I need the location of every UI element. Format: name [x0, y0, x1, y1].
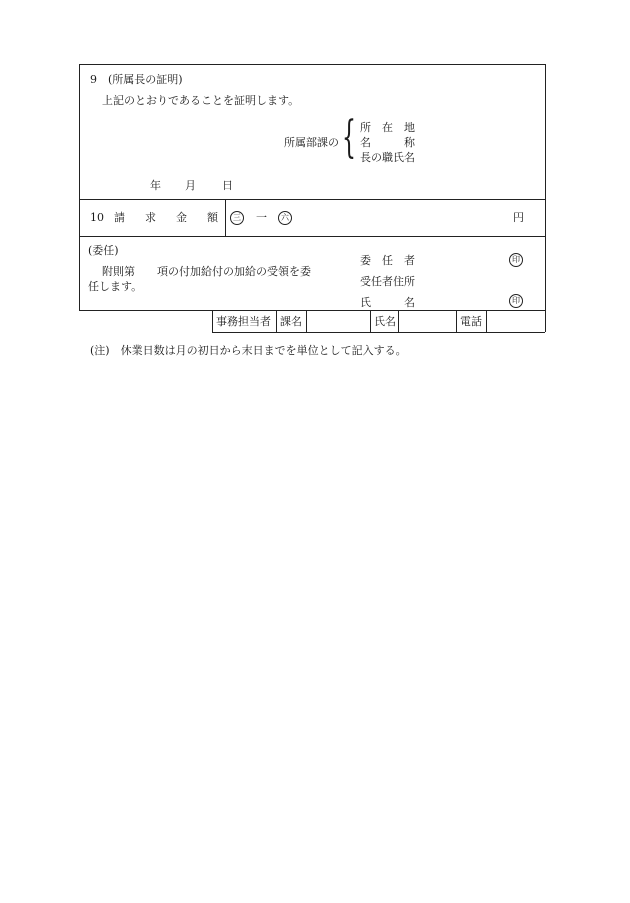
seal-mark-delegator: 印 — [509, 253, 523, 267]
address-label: 所 在 地 — [360, 121, 415, 134]
section9-title: 9 (所属長の証明) — [90, 73, 183, 86]
delegate-address-label: 受任者住所 — [360, 275, 415, 288]
date-year: 年 — [150, 179, 161, 192]
divider-section9 — [79, 199, 545, 200]
table-top-border — [79, 64, 545, 65]
claim-char-4: 額 — [207, 211, 218, 224]
name-label: 名 称 — [360, 136, 415, 149]
staff-section-label: 課名 — [280, 315, 302, 328]
staff-person-label: 事務担当者 — [216, 315, 271, 328]
section9-statement: 上記のとおりであることを証明します。 — [102, 94, 300, 107]
date-month: 月 — [185, 179, 196, 192]
delegation-text-line1: 附則第 項の付加給付の加給の受領を委 — [102, 265, 311, 278]
delegator-label: 委 任 者 — [360, 254, 415, 267]
claim-char-3: 金 — [176, 211, 187, 224]
dept-label: 所属部課の — [284, 136, 339, 149]
footnote: (注) 休業日数は月の初日から末日までを単位として記入する。 — [90, 344, 407, 357]
circled-mark-six: 六 — [278, 211, 292, 225]
claim-number: 10 — [90, 211, 104, 224]
divider-section10 — [79, 236, 545, 237]
staff-row-bottom-border — [212, 332, 545, 333]
table-left-border — [79, 64, 80, 311]
claim-dash: 一 — [256, 211, 267, 224]
staff-cell-border-5 — [398, 310, 399, 332]
delegation-title: (委任) — [88, 244, 119, 257]
claim-char-2: 求 — [145, 211, 156, 224]
staff-cell-border-2 — [276, 310, 277, 332]
brace-bracket: { — [342, 112, 356, 163]
staff-phone-label: 電話 — [460, 315, 482, 328]
head-label: 長の職氏名 — [360, 151, 415, 164]
staff-cell-border-6 — [456, 310, 457, 332]
date-day: 日 — [222, 179, 233, 192]
delegation-bottom-border — [79, 310, 545, 311]
staff-cell-border-1 — [212, 310, 213, 332]
delegation-text-line2: 任します。 — [88, 280, 143, 293]
staff-cell-border-7 — [486, 310, 487, 332]
seal-mark-delegate: 印 — [509, 294, 523, 308]
claim-divider — [225, 200, 226, 236]
staff-name-label: 氏名 — [374, 315, 396, 328]
delegate-name-label: 氏 名 — [360, 296, 415, 309]
staff-cell-border-3 — [306, 310, 307, 332]
yen-unit: 円 — [513, 211, 524, 224]
table-right-border — [545, 64, 546, 332]
circled-mark-three: 三 — [230, 211, 244, 225]
claim-char-1: 請 — [114, 211, 125, 224]
staff-cell-border-4 — [370, 310, 371, 332]
